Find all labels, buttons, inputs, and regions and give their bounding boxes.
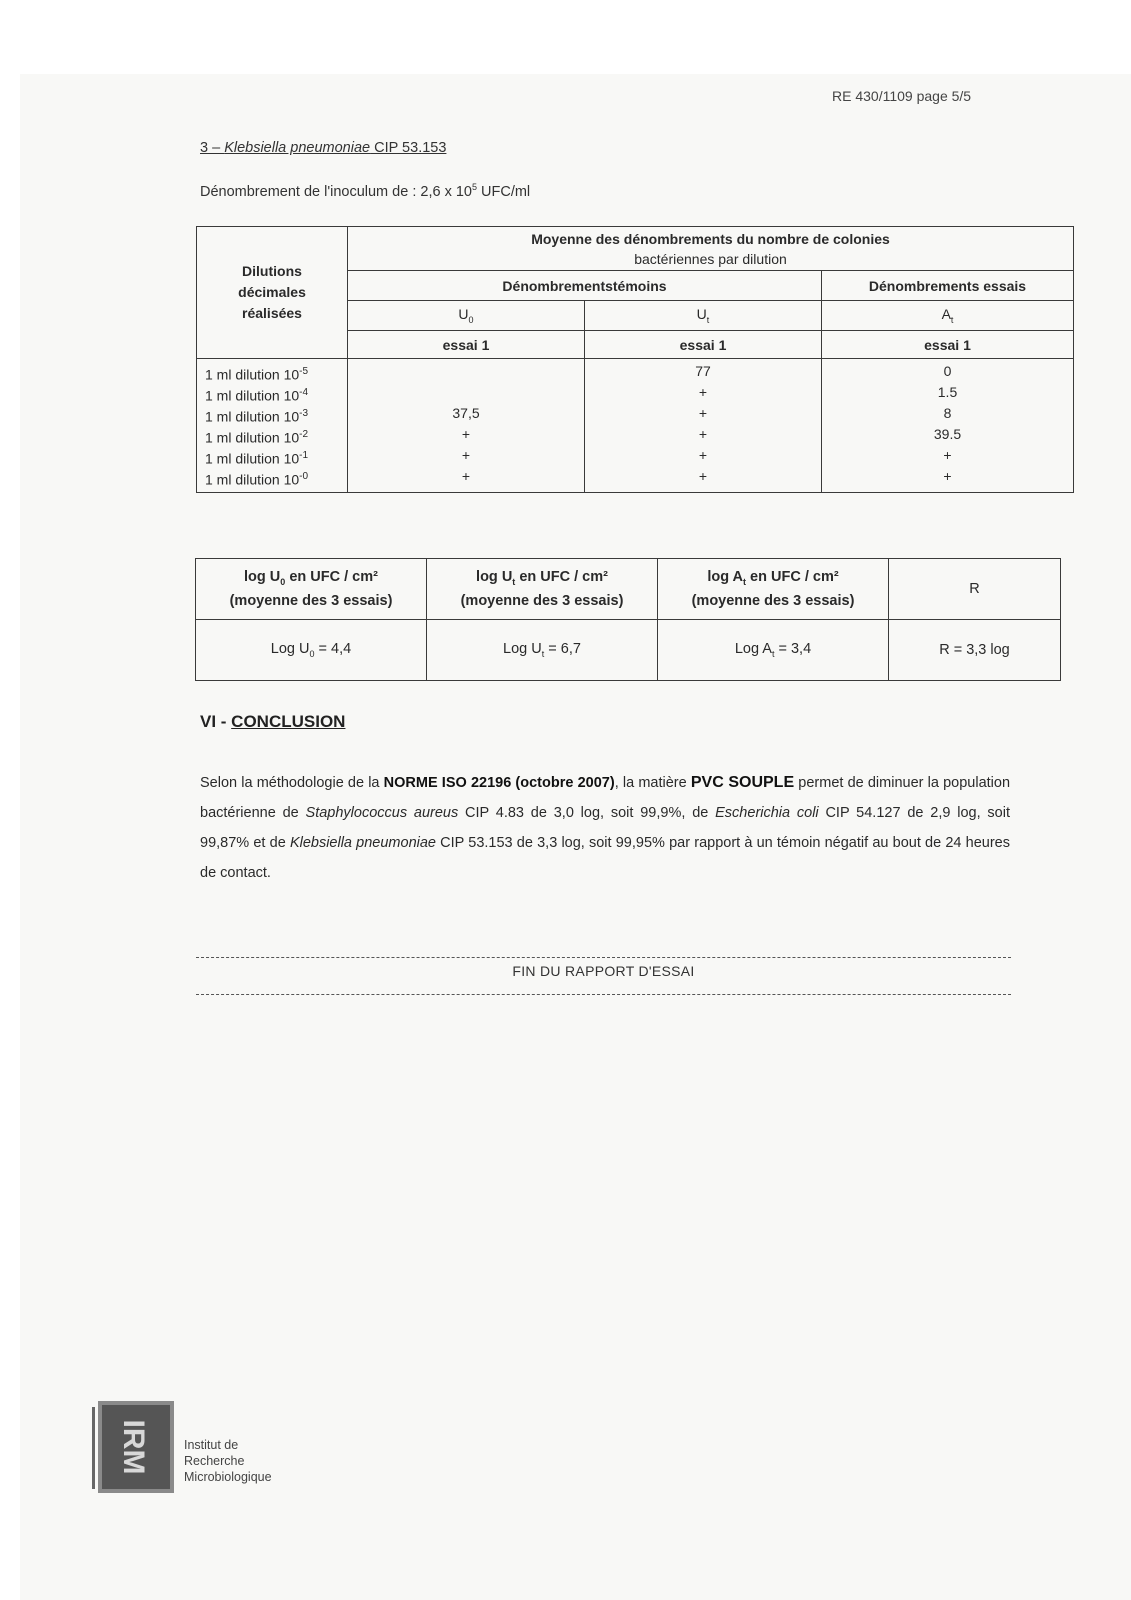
dilution-row — [205, 361, 347, 382]
dilutions-header-line: Dilutions — [242, 263, 302, 279]
at-column-header — [822, 301, 1074, 331]
u0-value: + — [461, 447, 471, 463]
test-counts-header: Dénombrements essais — [822, 271, 1074, 301]
inoculum-unit: UFC/ml — [477, 183, 531, 200]
irm-logo — [90, 1397, 176, 1497]
log-value-subscript: t — [771, 648, 775, 659]
institute-line: Microbiologique — [184, 1470, 272, 1484]
log-value-label: Log A — [734, 641, 772, 658]
log-note: (moyenne des 3 essais) — [229, 593, 393, 610]
u0-value: + — [461, 426, 471, 442]
log-unit: en UFC / cm² — [285, 568, 378, 585]
ut-value: + — [698, 405, 708, 421]
conclusion-text: Selon la méthodologie de la — [200, 775, 384, 791]
organism-name: Staphylococcus aureus — [305, 805, 459, 821]
dilution-row — [205, 403, 347, 424]
strain-code: CIP 53.153 — [370, 140, 447, 156]
dilution-row — [205, 445, 347, 466]
dilutions-header-line: réalisées — [242, 305, 302, 321]
dilution-label: 1 ml dilution 10 — [205, 366, 300, 383]
log-unit: en UFC / cm² — [515, 568, 608, 585]
log-at-header-line — [658, 567, 888, 592]
log-results-table — [195, 558, 1061, 681]
dilution-label: 1 ml dilution 10 — [205, 408, 300, 425]
conclusion-text: permet de diminuer la population bactérienne de — [200, 775, 1011, 821]
dilution-row — [205, 382, 347, 403]
organism-name: Klebsiella pneumoniae — [224, 140, 371, 156]
log-unit: en UFC / cm² — [746, 568, 839, 585]
dilutions-header — [197, 227, 348, 359]
divider-line — [196, 994, 1011, 995]
mean-header-line: bactériennes par dilution — [634, 250, 787, 267]
ut-value: + — [698, 384, 708, 400]
log-subscript: t — [743, 576, 747, 587]
dilution-exponent: -3 — [299, 408, 309, 419]
dilution-exponent: -2 — [299, 429, 309, 440]
log-u0-header — [196, 559, 427, 620]
log-label: log A — [707, 568, 744, 585]
conclusion-text: CIP 54.127 de 2,9 log, soit 99,87% et de — [200, 805, 1010, 851]
mean-count-header — [348, 227, 1074, 271]
dilution-exponent: -1 — [299, 450, 309, 461]
u0-values — [348, 359, 585, 493]
at-subscript: t — [950, 314, 954, 325]
u0-value — [348, 382, 584, 403]
dilution-exponent: -5 — [299, 366, 309, 377]
dilutions-header-line: décimales — [238, 284, 306, 300]
organism-name: Klebsiella pneumoniae — [289, 835, 436, 851]
ut-column-header — [585, 301, 822, 331]
section-prefix: 3 – — [200, 140, 225, 156]
log-at-value — [658, 620, 889, 681]
essai-label-at: essai 1 — [822, 331, 1074, 359]
u0-subscript: 0 — [468, 314, 474, 325]
log-u0-value — [196, 620, 427, 681]
u0-column-header — [348, 301, 585, 331]
at-value: 39.5 — [933, 426, 962, 442]
r-value: R = 3,3 log — [889, 620, 1061, 681]
log-note: (moyenne des 3 essais) — [460, 593, 624, 610]
dilution-exponent: -0 — [299, 471, 309, 482]
log-ut-value — [427, 620, 658, 681]
log-value-number: = 6,7 — [544, 641, 581, 658]
institute-line: Institut de — [184, 1438, 239, 1452]
log-ut-header — [427, 559, 658, 620]
dilution-label: 1 ml dilution 10 — [205, 450, 300, 467]
end-of-report-text: FIN DU RAPPORT D'ESSAI — [512, 963, 695, 979]
u0-value — [348, 361, 584, 382]
log-value-number: = 3,4 — [774, 641, 812, 658]
at-value: 0 — [943, 363, 952, 379]
u0-letter: U — [458, 306, 469, 323]
dilution-exponent: -4 — [299, 387, 309, 398]
mean-header-line: Moyenne des dénombrements du nombre de colonies — [531, 230, 890, 247]
section-title — [200, 140, 446, 156]
norm-reference: NORME ISO 22196 (octobre 2007) — [383, 775, 615, 791]
ut-value: + — [698, 447, 708, 463]
log-value-label: Log U — [503, 641, 542, 658]
log-subscript: t — [512, 576, 516, 587]
inoculum-exponent: 5 — [471, 182, 477, 192]
dilution-list — [197, 359, 348, 493]
essai-label-ut: essai 1 — [585, 331, 822, 359]
dilution-label: 1 ml dilution 10 — [205, 429, 300, 446]
logo-letters: IRM — [117, 1419, 150, 1475]
log-at-header — [658, 559, 889, 620]
conclusion-text: , la matière — [614, 775, 691, 791]
u0-value: + — [461, 468, 471, 484]
at-value: 1.5 — [937, 384, 958, 400]
conclusion-paragraph — [200, 768, 1010, 888]
log-subscript: 0 — [280, 576, 286, 587]
ut-values — [585, 359, 822, 493]
log-value-subscript: 0 — [309, 648, 315, 659]
log-value-number: = 4,4 — [314, 641, 352, 658]
ut-value: 77 — [695, 363, 711, 379]
conclusion-text: CIP 53.153 de 3,3 log, soit 99,95% par rapport à un témoin négatif au bout de 24 heures de contact. — [200, 835, 1010, 881]
conclusion-title — [200, 712, 345, 732]
log-ut-header-line — [427, 567, 657, 592]
log-value-label: Log U — [270, 641, 310, 658]
at-values — [822, 359, 1074, 493]
organism-name: Escherichia coli — [715, 805, 819, 821]
control-counts-header: Dénombrementstémoins — [348, 271, 822, 301]
dilution-count-table — [196, 226, 1074, 493]
dilution-row — [205, 424, 347, 445]
page-reference: RE 430/1109 page 5/5 — [832, 88, 972, 104]
at-value: + — [943, 447, 952, 463]
u0-value: 37,5 — [452, 405, 480, 421]
end-of-report — [0, 963, 1131, 979]
conclusion-prefix: VI - — [200, 712, 232, 731]
conclusion-text: CIP 4.83 de 3,0 log, soit 99,9%, de — [458, 805, 716, 821]
log-u0-header-line — [196, 567, 426, 592]
r-header: R — [889, 559, 1061, 620]
institute-line: Recherche — [184, 1454, 245, 1468]
conclusion-heading: CONCLUSION — [231, 712, 346, 731]
ut-subscript: t — [706, 314, 710, 325]
at-value: 8 — [943, 405, 952, 421]
ut-value: + — [698, 468, 708, 484]
ut-letter: U — [696, 306, 707, 323]
log-note: (moyenne des 3 essais) — [691, 593, 855, 610]
ut-value: + — [698, 426, 708, 442]
log-label: log U — [244, 568, 281, 585]
divider-line — [196, 957, 1011, 958]
at-letter: A — [941, 306, 951, 323]
institute-name — [184, 1437, 272, 1485]
log-label: log U — [476, 568, 513, 585]
inoculum-count — [200, 182, 530, 200]
inoculum-text: Dénombrement de l'inoculum de : 2,6 x 10 — [200, 183, 472, 200]
at-value: + — [943, 468, 952, 484]
log-value-subscript: t — [541, 648, 545, 659]
essai-label-u0: essai 1 — [348, 331, 585, 359]
material-name: PVC SOUPLE — [690, 774, 795, 791]
dilution-row — [205, 466, 347, 487]
dilution-label: 1 ml dilution 10 — [205, 387, 300, 404]
dilution-label: 1 ml dilution 10 — [205, 471, 300, 488]
